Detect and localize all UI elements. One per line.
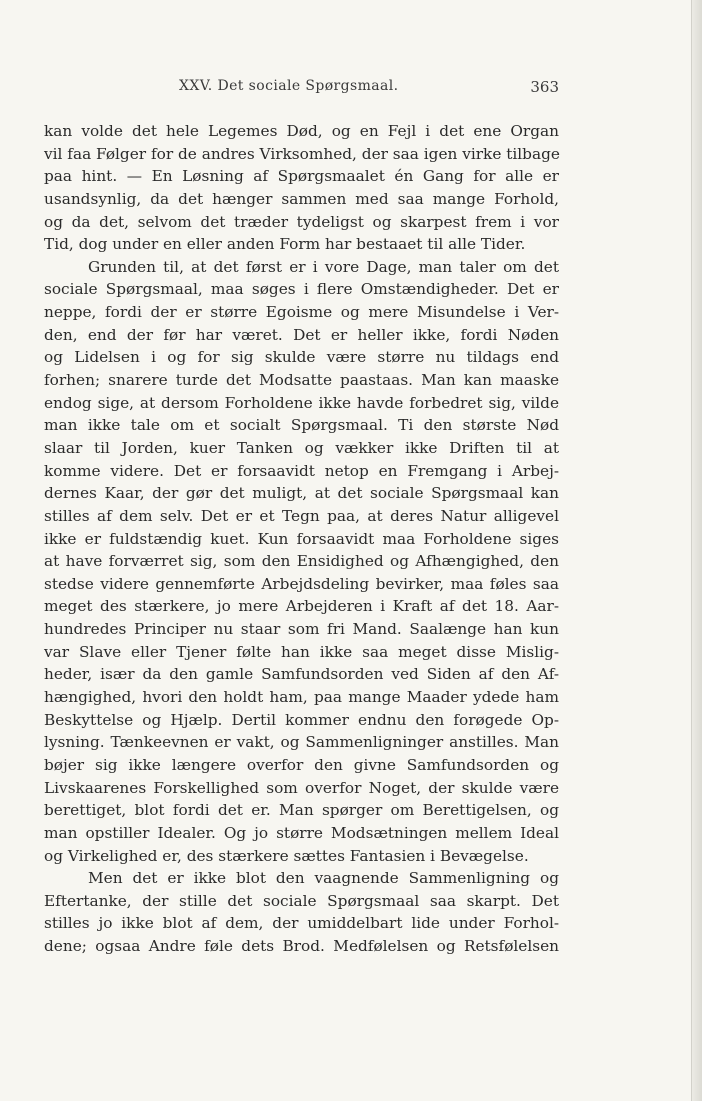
text-line: at have forværret sig, som den Ensidighed og Afhængighed, den bbox=[44, 552, 559, 571]
page-header bbox=[44, 78, 559, 100]
text-line: stilles jo ikke blot af dem, der umiddelbart lide under Forhol- bbox=[44, 914, 559, 933]
text-line: hundredes Principer nu staar som fri Mand. Saalænge han kun bbox=[44, 620, 559, 639]
text-line: bøjer sig ikke længere overfor den givne Samfundsorden og bbox=[44, 755, 559, 774]
text-line: meget des stærkere, jo mere Arbejderen i Kraft af det 18. Aar- bbox=[44, 597, 559, 616]
text-line: hængighed, hvori den holdt ham, paa mange Maader ydede ham bbox=[44, 688, 559, 707]
text-line: vil faa Følger for de andres Virksomhed, der saa igen virke tilbage bbox=[44, 144, 560, 163]
text-line: den, end der før har været. Det er heller ikke, fordi Nøden bbox=[44, 325, 559, 344]
text-line: man opstiller Idealer. Og jo større Modsætningen mellem Ideal bbox=[44, 823, 559, 842]
text-line: stedse videre gennemførte Arbejdsdeling bevirker, maa føles saa bbox=[44, 574, 559, 593]
text-line: dernes Kaar, der gør det muligt, at det sociale Spørgsmaal kan bbox=[44, 484, 559, 503]
text-line: kan volde det hele Legemes Død, og en Fejl i det ene Organ bbox=[44, 122, 559, 140]
text-line: neppe, fordi der er større Egoisme og mere Misundelse i Ver- bbox=[44, 303, 559, 322]
body-text bbox=[44, 120, 559, 958]
text-line: var Slave eller Tjener følte han ikke saa meget disse Mislig- bbox=[44, 642, 559, 661]
text-line: og Lidelsen i og for sig skulde være større nu tildags end bbox=[44, 348, 559, 367]
text-line: dene; ogsaa Andre føle dets Brod. Medfølelsen og Retsfølelsen bbox=[44, 937, 559, 956]
page-edge bbox=[691, 0, 702, 1101]
text-line: endog sige, at dersom Forholdene ikke havde forbedret sig, vilde bbox=[44, 393, 559, 412]
text-line: usandsynlig, da det hænger sammen med saa mange Forhold, bbox=[44, 189, 559, 208]
text-line: Eftertanke, der stille det sociale Spørgsmaal saa skarpt. Det bbox=[44, 891, 559, 910]
paragraph-start-line: Grunden til, at det først er i vore Dage, man taler om det bbox=[88, 257, 559, 276]
text-line: lysning. Tænkeevnen er vakt, og Sammenligninger anstilles. Man bbox=[44, 733, 559, 752]
text-line: paa hint. — En Løsning af Spørgsmaalet én Gang for alle er bbox=[44, 167, 559, 186]
text-line: og da det, selvom det træder tydeligst og skarpest frem i vor bbox=[44, 212, 559, 231]
text-line: ikke er fuldstændig kuet. Kun forsaavidt maa Forholdene siges bbox=[44, 529, 559, 548]
text-line: heder, især da den gamle Samfundsorden ved Siden af den Af- bbox=[44, 665, 559, 684]
text-line: Tid, dog under en eller anden Form har bestaaet til alle Tider. bbox=[44, 235, 526, 254]
paragraph-start-line: Men det er ikke blot den vaagnende Sammenligning og bbox=[88, 869, 559, 888]
text-line: slaar til Jorden, kuer Tanken og vækker ikke Driften til at bbox=[44, 438, 559, 457]
running-title: XXV. Det sociale Spørgsmaal. bbox=[179, 78, 399, 94]
text-line: Beskyttelse og Hjælp. Dertil kommer endnu den forøgede Op- bbox=[44, 710, 559, 729]
text-line: komme videre. Det er forsaavidt netop en Fremgang i Arbej- bbox=[44, 461, 559, 480]
text-line: berettiget, blot fordi det er. Man spørger om Berettigelsen, og bbox=[44, 801, 559, 820]
page-number: 363 bbox=[530, 78, 559, 96]
text-line: man ikke tale om et socialt Spørgsmaal. Ti den største Nød bbox=[44, 416, 559, 435]
text-line: stilles af dem selv. Det er et Tegn paa, at deres Natur alligevel bbox=[44, 506, 559, 525]
text-line: forhen; snarere turde det Modsatte paastaas. Man kan maaske bbox=[44, 371, 559, 390]
text-line: og Virkelighed er, des stærkere sættes Fantasien i Bevægelse. bbox=[44, 846, 529, 865]
text-line: Livskaarenes Forskellighed som overfor Noget, der skulde være bbox=[44, 778, 559, 797]
text-line: sociale Spørgsmaal, maa søges i flere Omstændigheder. Det er bbox=[44, 280, 559, 299]
